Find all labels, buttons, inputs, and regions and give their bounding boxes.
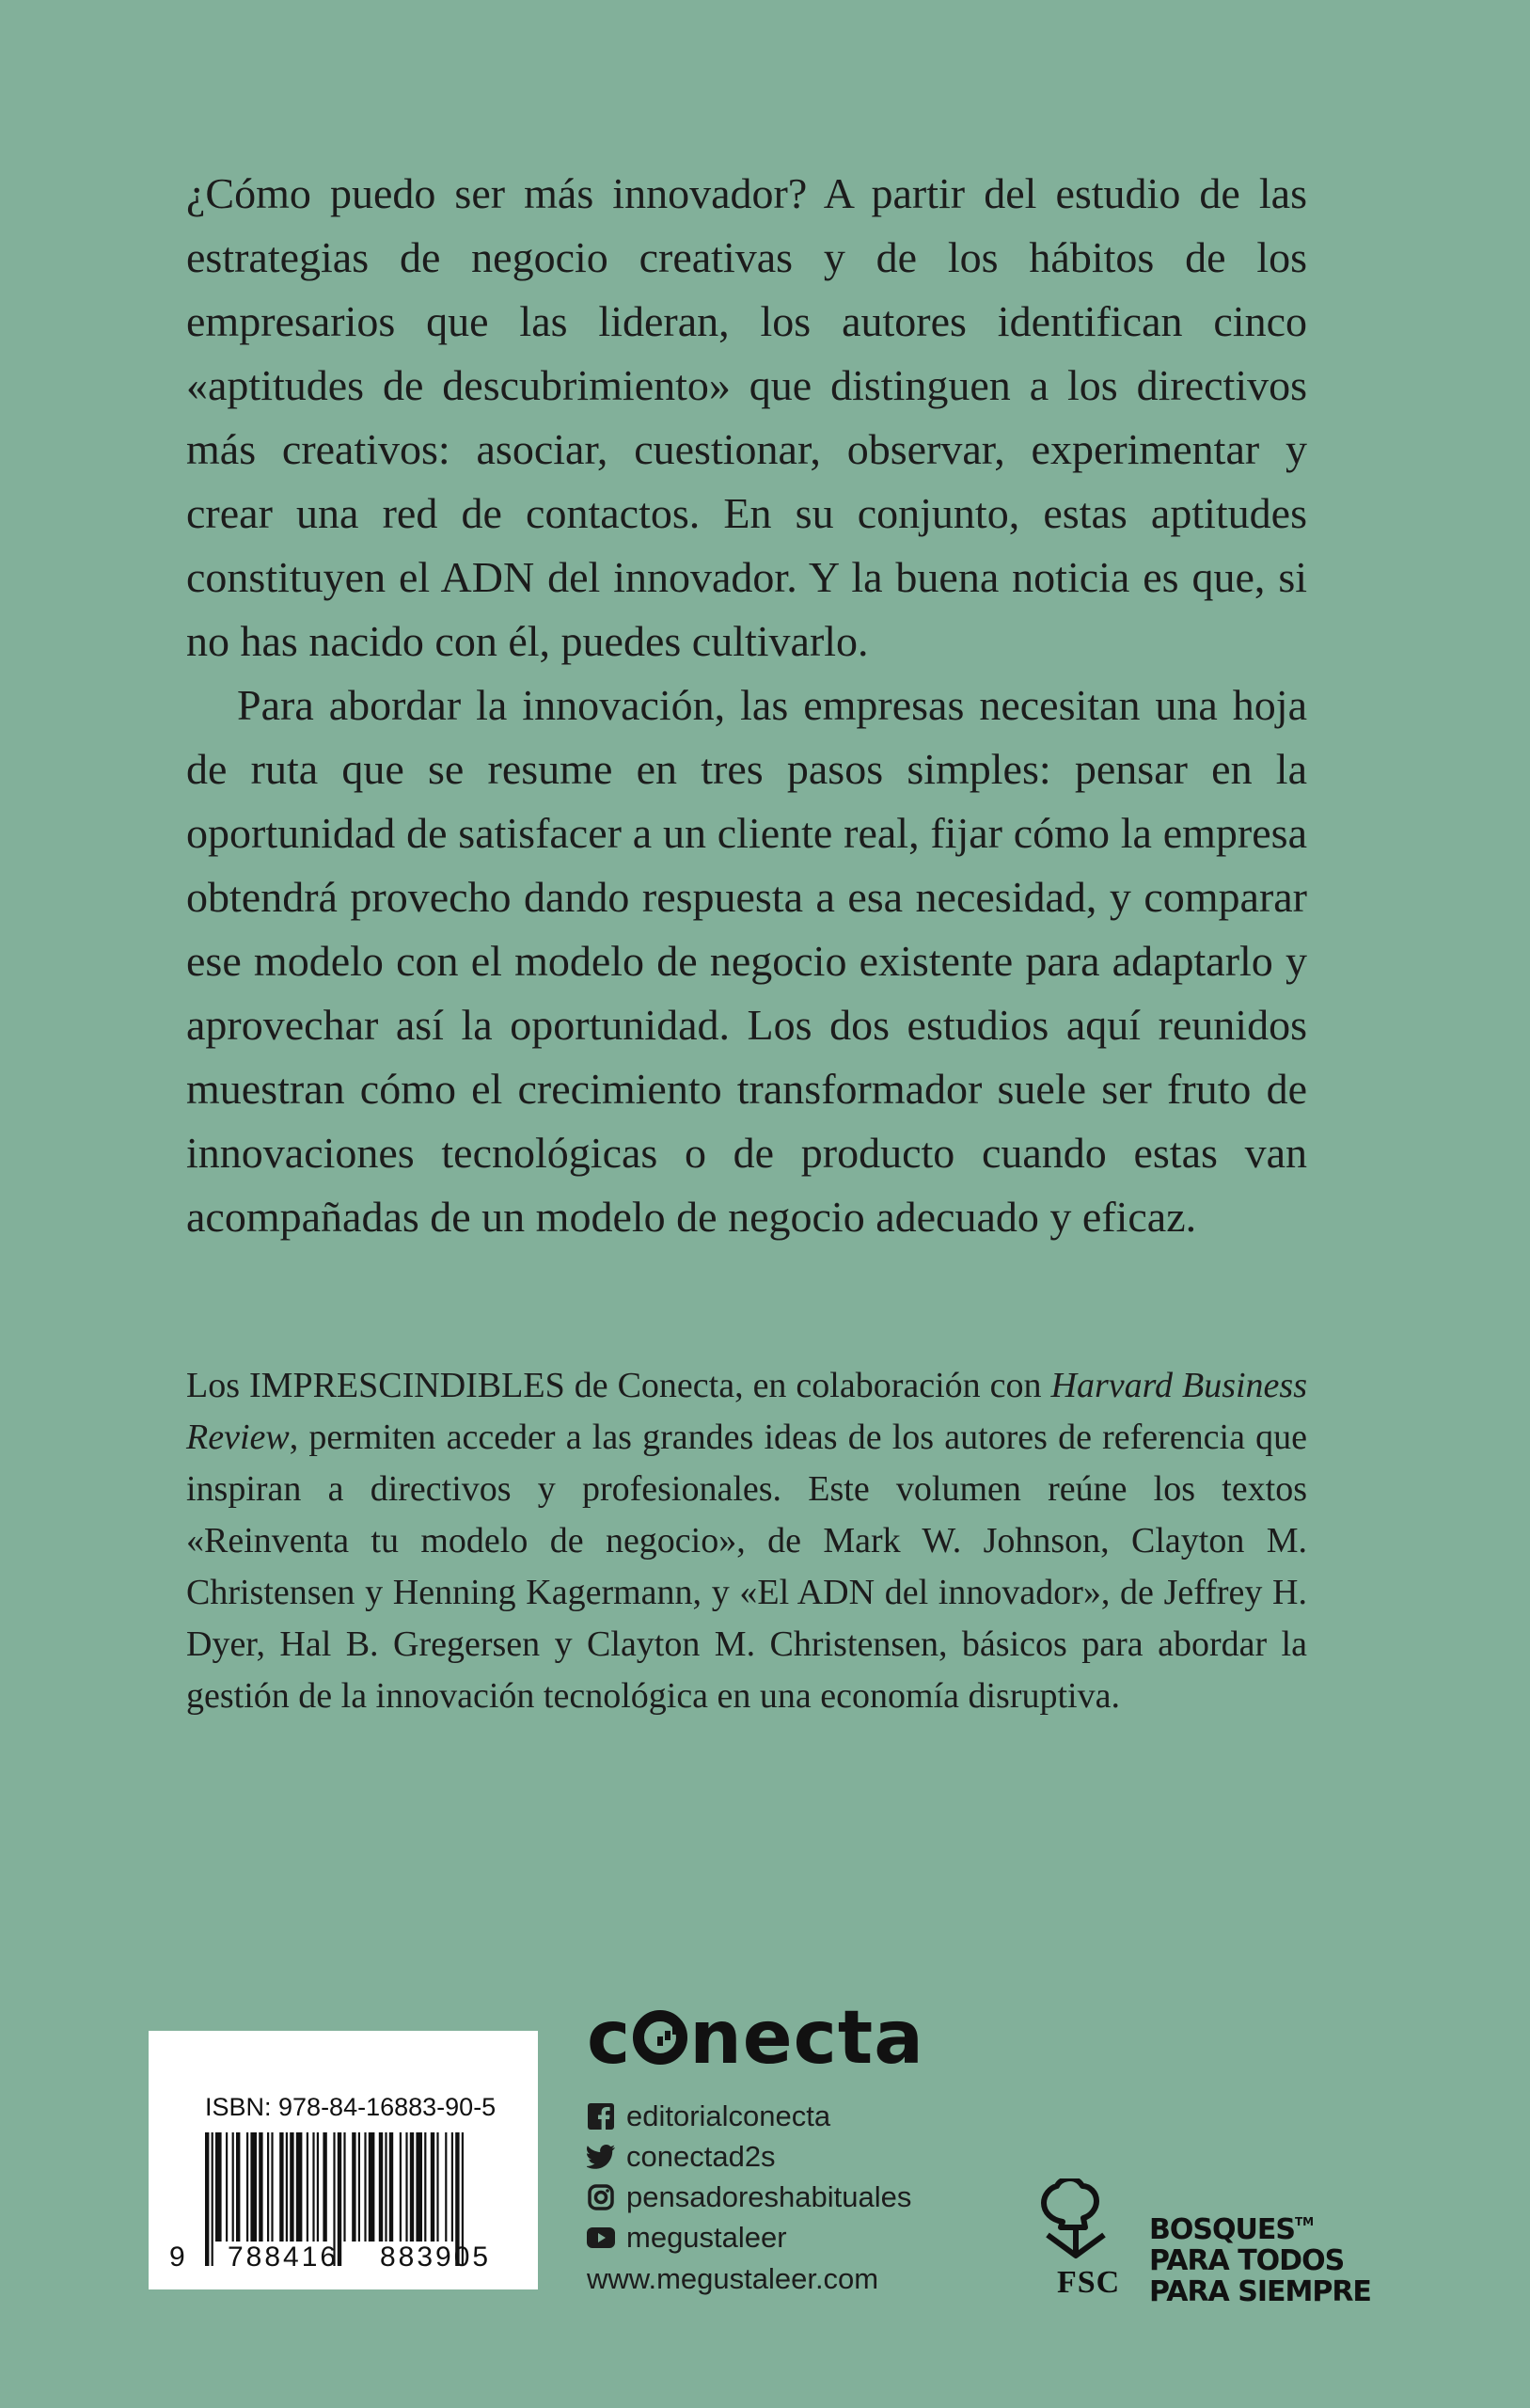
barcode-bar	[290, 2132, 293, 2242]
isbn-label: ISBN: 978-84-16883-90-5	[205, 2093, 497, 2121]
social-item-twitter[interactable]	[587, 2136, 911, 2177]
barcode-bar	[232, 2132, 234, 2242]
brand-text-start: c	[587, 1996, 632, 2081]
fsc-tagline-line-2: PARA TODOS	[1149, 2244, 1345, 2277]
conecta-chart-icon	[633, 2010, 687, 2065]
conecta-logo	[587, 1996, 924, 2081]
barcode-bar	[312, 2132, 314, 2242]
barcode-digits-right: 883905	[380, 2242, 492, 2273]
barcode-bar	[317, 2132, 319, 2242]
barcode-bar	[352, 2132, 355, 2242]
barcode-bar	[226, 2132, 228, 2242]
social-item-instagram[interactable]	[587, 2177, 911, 2217]
twitter-icon	[587, 2143, 615, 2171]
fsc-tagline	[1149, 2207, 1371, 2307]
barcode-bar	[279, 2132, 283, 2242]
isbn-barcode	[149, 2031, 538, 2289]
barcode-bar	[236, 2132, 240, 2242]
social-item-facebook[interactable]	[587, 2096, 911, 2136]
barcode-bar	[246, 2132, 248, 2242]
barcode-bar	[451, 2132, 453, 2242]
barcode-bar	[400, 2132, 402, 2242]
barcode-bar	[369, 2132, 375, 2242]
series-blurb-paragraph	[186, 1360, 1307, 1722]
barcode-bar	[205, 2132, 209, 2266]
barcode-bar	[405, 2132, 407, 2242]
barcode-bar	[323, 2132, 326, 2242]
barcode-bar	[431, 2132, 434, 2242]
description-paragraph-1: ¿Cómo puedo ser más innovador? A partir del estudio de las estrategias de negocio creativas y de los hábitos de los empresarios que las lideran, los autores identifican cinco «aptitudes de descubrimiento» que distinguen a los directivos más creativos: asociar, cuestionar, observar, experimentar y crear una red de contactos. En su conjunto, estas aptitudes constituyen el ADN del innovador. Y la buena noticia es que, si no has nacido con él, puedes cultivarlo.	[186, 169, 1307, 665]
barcode-bar	[296, 2132, 303, 2242]
barcode-bar	[212, 2132, 213, 2266]
fsc-trademark: TM	[1294, 2215, 1315, 2228]
barcode-bar	[307, 2132, 308, 2242]
fsc-label: FSC	[1057, 2265, 1121, 2300]
series-blurb	[186, 1360, 1307, 1722]
facebook-icon	[587, 2102, 615, 2131]
social-links	[587, 2096, 911, 2300]
website-link[interactable]: www.megustaleer.com	[587, 2262, 879, 2295]
blurb-journal-title: Harvard Business Review	[186, 1366, 1308, 1457]
barcode-bar	[259, 2132, 262, 2242]
barcode-bar	[416, 2132, 422, 2242]
fsc-tagline-line-1: BOSQUES	[1149, 2213, 1295, 2246]
facebook-handle: editorialconecta	[626, 2099, 831, 2132]
barcode-bar	[358, 2132, 360, 2242]
barcode-digits-left: 788416	[228, 2242, 339, 2273]
fsc-tagline-line-3: PARA SIEMPRE	[1149, 2275, 1371, 2308]
barcode-bar	[389, 2132, 393, 2242]
barcode-bar	[286, 2132, 288, 2242]
description-paragraph-2: Para abordar la innovación, las empresas necesitan una hoja de ruta que se resume en tres pasos simples: pensar en la oportunidad de satisfacer a un cliente real, fijar cómo la empresa obtendrá provecho dando respuesta a esa necesidad, y comparar ese modelo con el modelo de negocio existente para adaptarlo y aprovechar así la oportunidad. Los dos estudios aquí reunidos muestran cómo el crecimiento transformador suele ser fruto de innovaciones tecnológicas o de producto cuando estas van acompañadas de un modelo de negocio adecuado y eficaz.	[186, 681, 1307, 1241]
barcode-bar	[215, 2132, 222, 2242]
instagram-handle: pensadoreshabituales	[626, 2179, 912, 2213]
barcode-bar	[424, 2132, 426, 2242]
social-item-youtube[interactable]	[587, 2217, 911, 2258]
barcode-bar	[271, 2132, 273, 2242]
blurb-rest: , permiten acceder a las grandes ideas de los autores de referencia que inspiran a directivos y profesionales. Este volumen reúne los textos «Reinventa tu modelo de negocio», de Mark W. Johnson, Clayton M. Christensen y Henning Kagermann, y «El ADN del innovador», de Jeffrey H. Dyer, Hal B. Gregersen y Clayton M. Christensen, básicos para abordar la gestión de la innovación tecnológica en una economía disruptiva.	[186, 1418, 1307, 1716]
barcode-bar	[379, 2132, 383, 2242]
fsc-tree-icon	[1038, 2178, 1144, 2269]
blurb-intro: Los IMPRESCINDIBLES de Conecta, en colaboración con	[186, 1366, 1051, 1405]
description-text	[186, 162, 1307, 1249]
barcode-bar	[410, 2132, 414, 2242]
barcode-bar	[250, 2132, 257, 2242]
barcode-bar	[267, 2132, 269, 2242]
youtube-handle: megustaleer	[626, 2220, 787, 2254]
twitter-handle: conectad2s	[626, 2139, 776, 2173]
instagram-icon	[587, 2183, 615, 2211]
barcode-bar	[436, 2132, 438, 2242]
barcode-bar	[343, 2132, 345, 2242]
barcode-bar	[364, 2132, 366, 2242]
barcode-digit-first: 9	[169, 2242, 188, 2273]
brand-text-end: necta	[689, 1996, 924, 2081]
barcode-bar	[385, 2132, 386, 2242]
youtube-icon	[587, 2224, 615, 2252]
barcode-bar	[445, 2132, 447, 2242]
